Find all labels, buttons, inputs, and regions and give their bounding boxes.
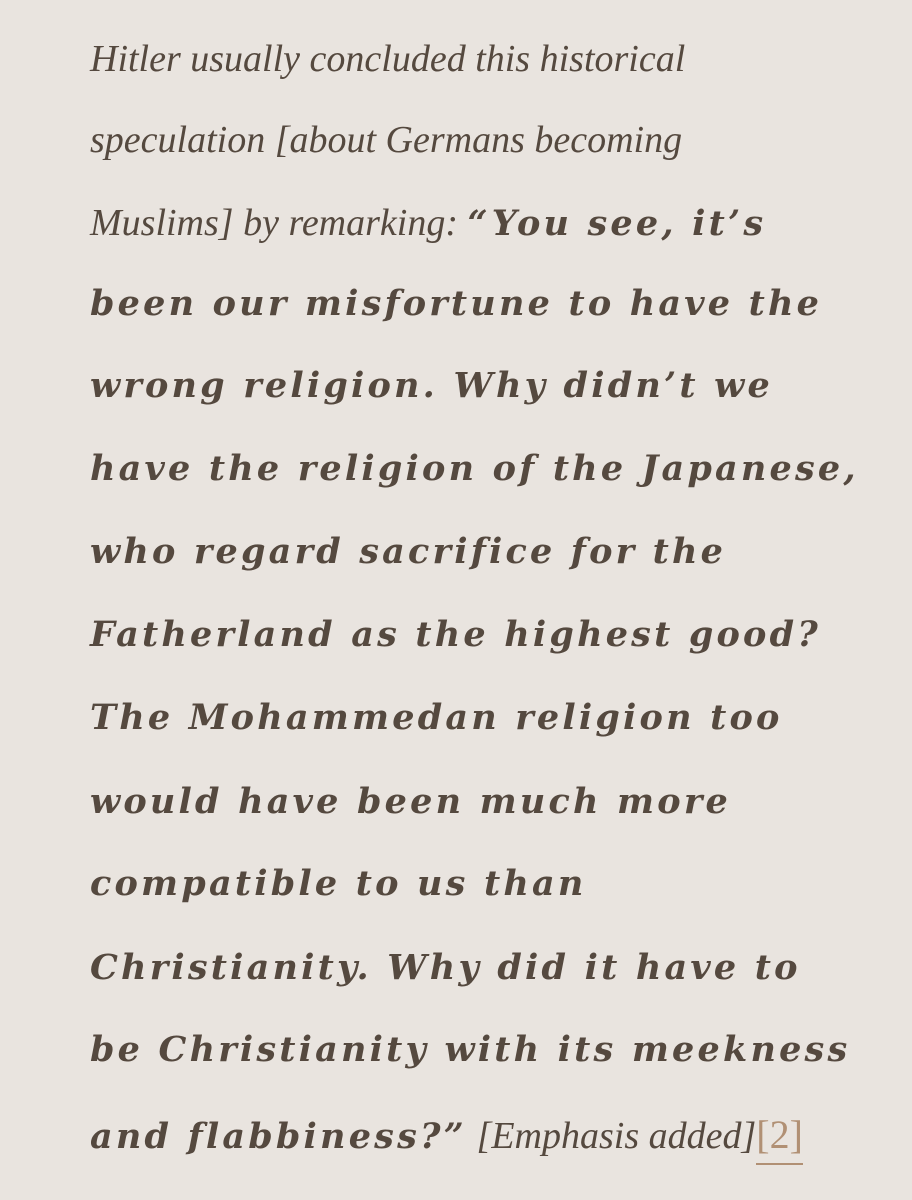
quote-intro-text: Muslims] by remarking: bbox=[90, 202, 468, 244]
quote-line-10 bbox=[90, 781, 731, 822]
emphasized-quote-text: been our misfortune to have the bbox=[90, 283, 823, 324]
quote-line-6 bbox=[90, 448, 859, 489]
quote-line-12 bbox=[90, 947, 801, 988]
quote-line-9 bbox=[90, 697, 783, 738]
emphasized-quote-text: have the religion of the Japanese, bbox=[90, 448, 859, 489]
emphasized-quote-text: compatible to us than bbox=[90, 863, 587, 904]
quote-line-2 bbox=[90, 121, 682, 159]
quote-line-3 bbox=[90, 204, 766, 242]
quote-intro-text: Hitler usually concluded this historical bbox=[90, 38, 686, 80]
emphasized-quote-text: Christianity. Why did it have to bbox=[90, 947, 801, 988]
quote-line-1 bbox=[90, 40, 685, 78]
emphasized-quote-text: The Mohammedan religion too bbox=[90, 697, 783, 738]
emphasized-quote-text: be Christianity with its meekness bbox=[90, 1029, 851, 1070]
quote-line-11 bbox=[90, 863, 587, 904]
quote-line-13 bbox=[90, 1029, 851, 1070]
emphasized-quote-text: and flabbiness?” bbox=[90, 1116, 468, 1157]
quote-intro-text: speculation [about Germans becoming bbox=[90, 119, 683, 161]
emphasized-quote-text: “You see, it’s bbox=[467, 203, 767, 244]
emphasized-quote-text: would have been much more bbox=[90, 781, 731, 822]
quote-line-5 bbox=[90, 365, 773, 406]
emphasized-quote-text: Fatherland as the highest good? bbox=[90, 614, 821, 655]
footnote-link[interactable]: [2] bbox=[756, 1112, 803, 1165]
quote-line-7 bbox=[90, 531, 727, 572]
quote-line-8 bbox=[90, 614, 821, 655]
emphasized-quote-text: wrong religion. Why didn’t we bbox=[90, 365, 773, 406]
quote-line-4 bbox=[90, 283, 823, 324]
emphasis-added-note: [Emphasis added] bbox=[467, 1115, 757, 1157]
emphasized-quote-text: who regard sacrifice for the bbox=[90, 531, 727, 572]
quote-line-14 bbox=[90, 1112, 803, 1157]
